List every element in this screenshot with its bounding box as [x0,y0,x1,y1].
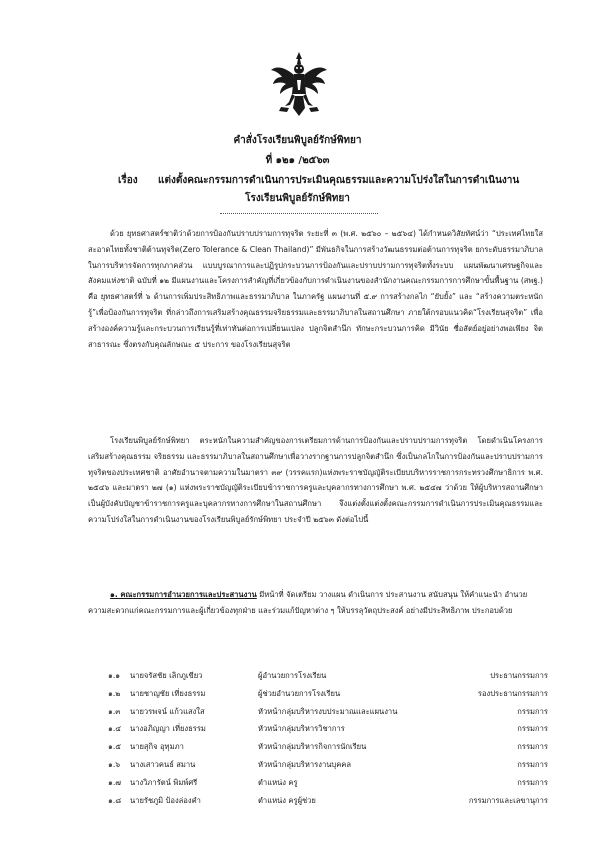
member-position: ตำแหน่ง ครูผู้ช่วย [258,795,316,805]
subject-text: แต่งตั้งคณะกรรมการดำเนินการประเมินคุณธรรมและความโปร่งใสในการดำเนินงาน [158,175,520,186]
member-role: กรรมการ [517,724,548,734]
member-name: นางอภิญญา เที่ยงธรรม [130,724,206,734]
member-position: ตำแหน่ง ครู [258,777,298,787]
member-row [108,792,548,810]
member-row [108,756,548,774]
member-name: นายรัชภูมิ ป้องล่องคำ [130,795,201,805]
intro-paragraph [88,226,543,352]
member-name: นางเสาวคนธ์ สมาน [130,759,196,769]
section-1-heading: ๑. คณะกรรมการอำนวยการและประสานงาน [110,590,257,599]
member-position: หัวหน้ากลุ่มบริหารวิชาการ [258,724,345,734]
authority-paragraph-text: โรงเรียนพิบูลย์รักษ์พิทยา ตระหนักในความสำคัญของการเตรียมการด้านการป้องกันและปราบปรามการทุจริต โดยดำเนินโครงการเสริมสร้างคุณธรรม จริยธรรม และธรรมาภิบาลในสถานศึกษาเพื่อวางรากฐานการปลูกจิตสำนึก ซึ่งเป็นกลไกในการป้องกันและปราบปรามการทุจริตของประเทศชาติ อาศัยอำนาจตามความในมาตรา ๓๙ (วรรคแรก)แห่งพระราชบัญญัติระเบียบบริหารราชการกระทรวงศึกษาธิการ พ.ศ. ๒๕๔๖ และมาตรา ๒๗ (๑) แห่งพระราชบัญญัติระเบียบข้าราชการครูและบุคลากรทางการศึกษา พ.ศ. ๒๕๔๗ ว่าด้วย ให้ผู้บริหารสถานศึกษาเป็นผู้บังคับบัญชาข้าราชการครูและบุคลากรทางการศึกษาในสถานศึกษา จึงแต่งตั้งแต่งตั้งคณะกรรมการดำเนินการประเมินคุณธรรมและความโปร่งใสในการดำเนินงานของโรงเรียนพิบูลย์รักษ์พิทยา ประจำปี ๒๕๖๓ ดังต่อไปนี้ [88,436,543,524]
member-number: ๑.๘ [108,795,122,805]
member-row [108,703,548,721]
subject-label: เรื่อง [118,175,138,186]
member-name: นายจรัสชัย เลิกภูเขียว [130,671,203,680]
member-number: ๑.๕ [108,742,121,752]
member-position: หัวหน้ากลุ่มบริหารงบประมาณและแผนงาน [258,706,398,716]
member-number: ๑.๓ [108,706,121,716]
member-row [108,774,548,792]
member-position: ผู้อำนวยการโรงเรียน [258,671,327,680]
subject-school-name: โรงเรียนพิบูลย์รักษ์พิทยา [245,193,350,204]
member-number: ๑.๑ [108,671,121,680]
member-role: กรรมการ [517,759,548,769]
member-row [108,738,548,756]
member-row [108,720,548,738]
member-role: กรรมการและเลขานุการ [468,795,548,805]
section-1-text: มีหน้าที่ จัดเตรียม วางแผน ดำเนินการ ประสานงาน สนับสนุน ให้คำแนะนำ อำนวยความสะดวกแก่คณะกรรมการและผู้เกี่ยวข้องทุกฝ่าย และร่วมแก้ปัญหาต่าง ๆ ให้บรรลุวัตถุประสงค์ อย่างมีประสิทธิภาพ ประกอบด้วย [88,590,528,615]
section-1 [88,587,543,619]
member-row [108,667,548,685]
member-number: ๑.๔ [108,724,121,734]
member-role: กรรมการ [517,742,548,752]
authority-paragraph [88,433,543,528]
member-number: ๑.๒ [108,688,121,698]
member-role: รองประธานกรรมการ [477,688,548,698]
member-role: ประธานกรรมการ [490,671,548,680]
member-role: กรรมการ [517,706,548,716]
order-title: คำสั่งโรงเรียนพิบูลย์รักษ์พิทยา [233,135,362,146]
intro-paragraph-text: ด้วย ยุทธศาสตร์ชาติว่าด้วยการป้องกันปราบปรามการทุจริต ระยะที่ ๓ (พ.ศ. ๒๕๖๐ – ๒๕๖๔) ได้กำหนดวิสัยทัศน์ว่า “ประเทศไทยใสสะอาดไทยทั้งชาติต้านทุจริต(Zero Tolerance & Clean Thailand)” มีพันธกิจในการสร้างวัฒนธรรมต่อต้านการทุจริต ยกระดับธรรมาภิบาลในการบริหารจัดการทุกภาคส่วน แบบบูรณาการและปฏิรูปกระบวนการป้องกันและปราบปรามการทุจริตทั้งระบบ แผนพัฒนาเศรษฐกิจและสังคมแห่งชาติ ฉบับที่ ๑๒ มีแผนงานและโครงการสำคัญที่เกี่ยวข้องกับการดำเนินงานของสำนักงานคณะกรรมการการศึกษาขั้นพื้นฐาน (สพฐ.) คือ ยุทธศาสตร์ที่ ๖ ด้านการเพิ่มประสิทธิภาพและธรรมาภิบาล ในภาครัฐ แผนงานที่ ๕.๙ การสร้างกลไก “ยับยั้ง” และ “สร้างความตระหนักรู้”เพื่อป้องกันการทุจริต ที่กล่าวถึงการเสริมสร้างคุณธรรมจริยธรรมและธรรมาภิบาลในสถานศึกษา ภายใต้กรอบแนวคิด“โรงเรียนสุจริต” เพื่อสร้างองค์ความรู้และกระบวนการเรียนรู้ที่เท่าทันต่อการเปลี่ยนแปลง ปลูกจิตสำนึก ทักษะกระบวนการคิด มีวินัย ซื่อสัตย์อยู่อย่างพอเพียง จิตสาธารณะ ซึ่งตรงกับคุณลักษณะ ๕ ประการ ของโรงเรียนสุจริต [88,229,543,349]
member-name: นายวรพจน์ แก้วแสงใส [130,706,205,716]
member-name: นางวิภารัตน์ พิมพ์ศรี [130,777,198,787]
order-number: ที่ ๑๒๑ /๒๕๖๓ [265,155,330,166]
member-position: ผู้ช่วยอำนวยการโรงเรียน [258,688,341,698]
member-row [108,685,548,703]
member-name: นายชาญชัย เที่ยงธรรม [130,688,206,698]
garuda-emblem-icon [269,50,329,118]
member-role: กรรมการ [517,777,548,787]
dotted-divider [220,213,378,214]
subject-line [118,175,519,187]
member-number: ๑.๗ [108,777,121,787]
member-position: หัวหน้ากลุ่มบริหารกิจการนักเรียน [258,742,367,752]
member-name: นายสุกิจ อุทุมภา [130,742,184,752]
committee-member-list [108,667,548,809]
member-position: หัวหน้ากลุ่มบริหารงานบุคคล [258,759,352,769]
member-number: ๑.๖ [108,759,121,769]
